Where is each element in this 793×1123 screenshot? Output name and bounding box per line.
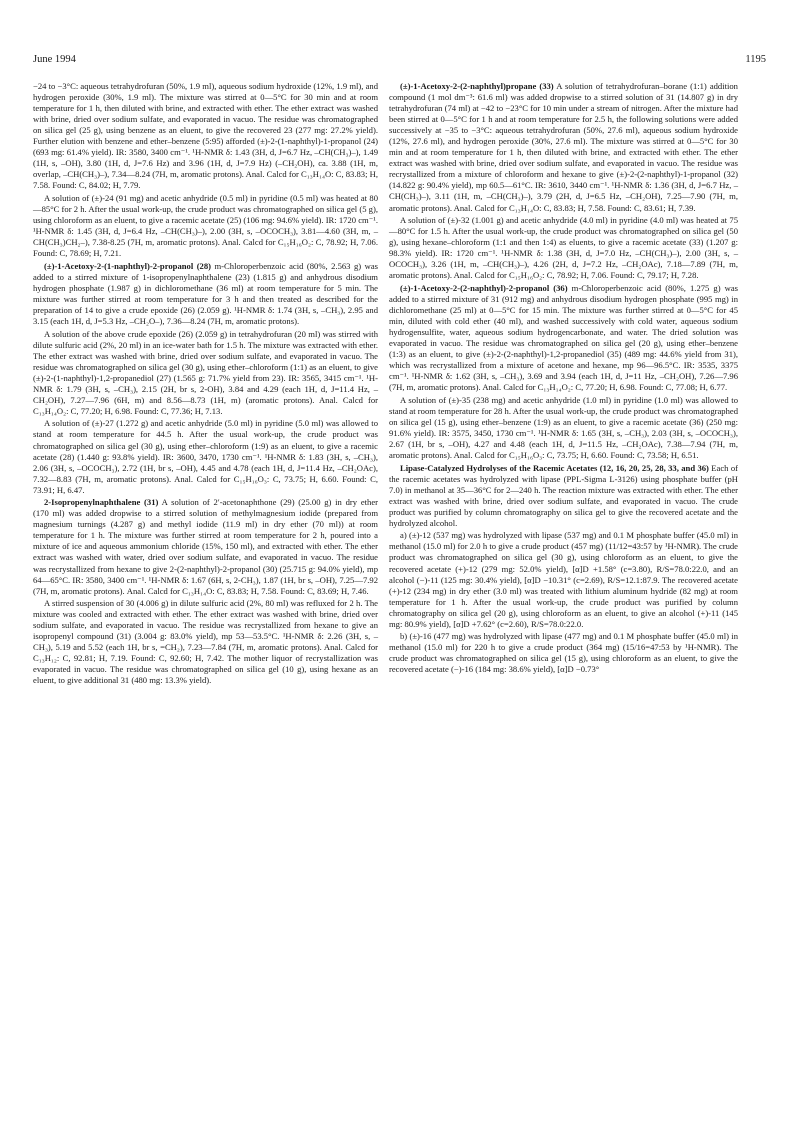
right-column [389,81,738,677]
paragraph-text: A solution of tetrahydrofuran–borane (1:1) addition compound (1 mol dm⁻³: 61.6 ml) was added dropwise to a stirred solution of 31 (14.807 g) in dry tetrahydrofuran (74 ml) at −42 to −23°C for 10 min under a stream of nitrogen. After the mixture had been stirred at 0—5°C for 1 h and at room temperature for 2.5 h, the following solutions were added successively at −35 to −3°C: aqueous tetrahydrofuran (50%, 27.6 ml), aqueous sodium hydroxide (12%, 27.6 ml), and hydrogen peroxide (30%, 27.6 ml). The mixture was stirred at 0—5°C for 30 min and at room temperature for 1 h, then diluted with brine, and extracted with ether. The ether extract was washed with brine, dried over sodium sulfate, and evaporated in vacuo. The residue was recrystallized from a mixture of chloroform and hexane to give (±)-2-(2-naphthyl)-1-propanol (32) (14.822 g: 90.4% yield), mp 60.5—61°C. IR: 3610, 3440 cm⁻¹. ¹H-NMR δ: 1.36 (3H, d, J=6.7 Hz, –CH(CH₃)–), 3.11 (1H, m, –CH(CH₃)–), 3.79 (2H, d, J=6.5 Hz, –CH₂OH), 7.25—7.90 (7H, m, aromatic protons). Anal. Calcd for C₁₃H₁₄O: C, 83.83; H, 7.58. Found: C, 83.61; H, 7.39. [389,81,738,213]
paragraph [389,395,738,461]
paragraph [389,283,738,393]
page-number: 1195 [745,54,766,65]
paragraph [33,598,378,686]
paragraph-text: −24 to −3°C: aqueous tetrahydrofuran (50%, 1.9 ml), aqueous sodium hydroxide (12%, 1.9 ml), and hydrogen peroxide (30%, 1.9 ml). The mixture was stirred at 0—5°C for 30 min and at room temperature for 1 h, then diluted with brine, and extracted with ether. The ether extract was washed with brine, dried over sodium sulfate, and evaporated in vacuo. The residue was chromatographed on silica gel (25 g), using benzene as an eluent, to give the recovered 23 (277 mg: 27.2% yield). Further elution with benzene and ether–benzene (5:95) afforded (±)-2-(1-naphthyl)-1-propanol (24) (693 mg: 61.4% yield). IR: 3580, 3400 cm⁻¹. ¹H-NMR δ: 1.43 (3H, d, J=6.7 Hz, –CH(CH₃)–), 1.49 (1H, s, –OH), 3.80 (1H, d, J=7.6 Hz) and 3.96 (1H, d, J=7.9 Hz) (–CH₂OH), ca. 3.88 (1H, m, overlap, –CH(CH₃)–), 7.34—8.24 (7H, m, aromatic protons). Anal. Calcd for C₁₃H₁₄O: C, 83.83; H, 7.58. Found: C, 84.02; H, 7.79. [33,81,378,191]
paragraph-text: A solution of (±)-27 (1.272 g) and acetic anhydride (5.0 ml) in pyridine (5.0 ml) was allowed to stand at room temperature for 44.5 h. After the usual work-up, the crude product was chromatographed on silica gel (30 g), using ether–chloroform (1:9) as an eluent, to give a racemic acetate (28) (1.440 g: 93.8% yield). IR: 3600, 3470, 1730 cm⁻¹. ¹H-NMR δ: 1.83 (3H, s, –CH₃), 2.06 (3H, s, –OCOCH₃), 2.72 (1H, br s, –OH), 4.45 and 4.78 (each 1H, d, J=11.4 Hz, –CH₂OAc), 7.32—8.83 (7H, m, aromatic protons). Anal. Calcd for C₁₅H₁₆O₃: C, 73.75; H, 6.60. Found: C, 73.91; H, 6.47. [33,418,378,495]
paragraph-text: m-Chloroperbenzoic acid (80%, 1.275 g) was added to a stirred mixture of 31 (912 mg) and anhydrous disodium hydrogen phosphate (995 mg) in dichloromethane (25 ml) at 0—5°C for 15 min. The mixture was further stirred at 0—5°C for 45 min, diluted with cold ether (40 ml), and washed successively with cold water, aqueous sodium hydrogensulfite, water, aqueous sodium hydrogencarbonate, and water. The dried solution was evaporated in vacuo. The residue was chromatographed on silica gel (20 g), using ether–benzene (1:3) as an eluent, to give (±)-2-(2-naphthyl)-1,2-propanediol (35) (489 mg: 44.6% yield from 31), which was recrystallized from a mixture of acetone and hexane, mp 96—96.5°C. IR: 3535, 3375 cm⁻¹. ¹H-NMR δ: 1.62 (3H, s, –CH₃), 3.69 and 3.94 (each 1H, d, J=11 Hz, –CH₂OH), 7.26—7.96 (7H, m, aromatic protons). Anal. Calcd for C₁₃H₁₄O₂: C, 77.20; H, 6.98. Found: C, 77.08; H, 6.77. [389,282,738,393]
paragraph-text: A solution of 2′-acetonaphthone (29) (25.00 g) in dry ether (170 ml) was added dropwise to a stirred solution of methylmagnesium iodide (prepared from magnesium turnings (4.287 g) and methyl iodide (11.9 ml) in dry ether (70 ml)) at room temperature for 1 h. The mixture was further stirred at room temperature for 2 h, poured into a mixture of ice and aqueous ammonium chloride (15%, 150 ml), and extracted with ether. The ether extract was washed with water, dried over sodium sulfate, and evaporated in vacuo. The residue was recrystallized from hexane to give 2-(2-naphthyl)-2-propanol (30) (25.715 g: 94.0% yield), mp 64—65°C. IR: 3580, 3400 cm⁻¹. ¹H-NMR δ: 1.67 (6H, s, 2-CH₃), 1.87 (1H, br s, –OH), 7.25—7.92 (7H, m, aromatic protons). Anal. Calcd for C₁₃H₁₄O: C, 83.83; H, 7.58. Found: C, 83.69; H, 7.46. [33,497,378,596]
paragraph-text: m-Chloroperbenzoic acid (80%, 2.563 g) was added to a stirred mixture of 1-isopropenylnaphthalene (23) (1.815 g) and anhydrous disodium hydrogen phosphate (1.987 g) in dichloromethane (36 ml) at room temperature for 5 min. The mixture was further stirred at room temperature for 3 h and then treated as described for the preparation of 14 to give a crude epoxide (26) (2.059 g). ¹H-NMR δ: 1.74 (3H, s, –CH₃), 2.95 and 3.15 (each 1H, d, J=5.3 Hz, –CH₂O–), 7.36—8.24 (7H, m, aromatic protons). [33,260,378,326]
paragraph-text: Each of the racemic acetates was hydrolyzed with lipase (PPL-Sigma L-3126) using phosphate buffer (pH 7.0) in methanol at 35—36°C for 2—240 h. The reaction mixture was extracted with ether. The ether extract was washed with brine, dried over sodium sulfate, and evaporated in vacuo. The crude product was purified by column chromatography on silica gel to give the recovered acetate and the hydrolyzed alcohol. [389,462,738,528]
section-heading: (±)-1-Acetoxy-2-(2-naphthyl)propane (33) [400,81,554,91]
section-heading: 2-Isopropenylnaphthalene (31) [44,497,159,508]
section-heading: (±)-1-Acetoxy-2-(2-naphthyl)-2-propanol (36) [400,282,568,293]
paragraph [389,631,738,675]
paragraph [33,261,378,327]
paragraph [33,329,378,417]
journal-date: June 1994 [33,54,76,65]
paragraph-text: a) (±)-12 (537 mg) was hydrolyzed with lipase (537 mg) and 0.1 M phosphate buffer (45.0 ml) in methanol (15.0 ml) for 2.0 h to give a crude product (457 mg) (11/12=43:57 by ¹H-NMR). The crude product was chromatographed on silica gel (30 g), using chloroform as an eluent, to give the recovered acetate (+)-12 (279 mg: 52.0% yield), [α]D +1.58° (c=3.80), R/S=78.0:22.0, and an alcohol (−)-11 (125 mg: 30.4% yield), [α]D −10.31° (c=2.69), R/S=12.1:87.9. The recovered acetate (+)-12 (234 mg) in dry ether (3.0 ml) was treated with lithium aluminum hydride (82 mg) at room temperature for 1 h. After the usual work-up, the crude product was purified by column chromatography on silica gel (20 g), using chloroform as an eluent, to give an alcohol (+)-11 (145 mg: 80.9% yield), [α]D +7.62° (c=2.60), R/S=78.0:22.0. [389,530,738,629]
paragraph-text: A solution of (±)-32 (1.001 g) and acetic anhydride (4.0 ml) in pyridine (4.0 ml) was heated at 75—80°C for 1.5 h. After the usual work-up, the crude product was chromatographed on silica gel (50 g), using hexane–chloroform (1:1 and then 1:4) as eluents, to give a racemic acetate (33) (1.207 g: 98.3% yield). IR: 1720 cm⁻¹. ¹H-NMR δ: 1.38 (3H, d, J=7.0 Hz, –CH(CH₃)–), 2.00 (3H, s, –OCOCH₃), 3.26 (1H, m, –CH(CH₃)–), 4.26 (2H, d, J=7.2 Hz, –CH₂OAc), 7.18—7.89 (7H, m, aromatic protons). Anal. Calcd for C₁₅H₁₆O₂: C, 78.92; H, 7.06. Found: C, 79.17; H, 7.28. [389,215,738,281]
paragraph [389,215,738,281]
section-heading: Lipase-Catalyzed Hydrolyses of the Racemic Acetates (12, 16, 20, 25, 28, 33, and 36) [400,462,709,473]
paragraph [33,81,378,191]
left-column [33,81,378,688]
paragraph-text: A solution of the above crude epoxide (26) (2.059 g) in tetrahydrofuran (20 ml) was stirred with dilute sulfuric acid (2%, 20 ml) in an ice-water bath for 1.5 h. The mixture was extracted with ether. The ether extract was washed with brine, dried over sodium sulfate, and evaporated in vacuo. The residue was chromatographed on silica gel (30 g), using ether–chloroform (1:1) as an eluent, to give (±)-2-(1-naphthyl)-1,2-propanediol (27) (1.565 g: 71.7% yield from 23). IR: 3565, 3415 cm⁻¹. ¹H-NMR δ: 1.79 (3H, s, –CH₃), 2.15 (2H, br s, 2-OH), 3.84 and 4.29 (each 1H, d, J=11.4 Hz, –CH₂OH), 7.27—7.96 (6H, m) and 8.56—8.73 (1H, m) (aromatic protons). Anal. Calcd for C₁₃H₁₄O₂: C, 77.20; H, 6.98. Found: C, 77.36; H, 7.13. [33,328,378,416]
paragraph [33,418,378,495]
paragraph [33,497,378,596]
paragraph-text: A solution of (±)-35 (238 mg) and acetic anhydride (1.0 ml) in pyridine (1.0 ml) was allowed to stand at room temperature for 28 h. After the usual work-up, the crude product was chromatographed on silica gel (15 g), using ether–benzene (1:9) as an eluent, to give a racemic acetate (36) (250 mg: 91.6% yield). IR: 3575, 3450, 1730 cm⁻¹. ¹H-NMR δ: 1.65 (3H, s, –CH₃), 2.03 (3H, s, –OCOCH₃), 2.67 (1H, br s, –OH), 4.27 and 4.48 (each 1H, d, J=11.5 Hz, –CH₂OAc), 7.38—7.94 (7H, m, aromatic protons). Anal. Calcd for C₁₅H₁₆O₃: C, 73.75; H, 6.60. Found: C, 73.58; H, 6.51. [389,394,738,461]
paragraph [389,530,738,629]
paragraph-text: A stirred suspension of 30 (4.006 g) in dilute sulfuric acid (2%, 80 ml) was refluxed for 2 h. The mixture was cooled and extracted with ether. The ether extract was washed with brine, dried over sodium sulfate, and evaporated in vacuo. The residue was recrystallized from hexane to give an isopropenyl compound (31) (3.004 g: 83.0% yield), mp 53—53.5°C. ¹H-NMR δ: 2.26 (3H, s, –CH₃), 5.19 and 5.52 (each 1H, br s, =CH₂), 7.23—7.84 (7H, m, aromatic protons). Anal. Calcd for C₁₃H₁₂: C, 92.81; H, 7.19. Found: C, 92.60; H, 7.42. The mother liquor of recrystallization was evaporated in vacuo. The residue was chromatographed on silica gel (10 g), using hexane as an eluent, to give additional 31 (480 mg: 13.3% yield). [33,598,378,686]
paragraph-text: A solution of (±)-24 (91 mg) and acetic anhydride (0.5 ml) in pyridine (0.5 ml) was heated at 80—85°C for 2 h. After the usual work-up, the crude product was chromatographed on silica gel (5 g), using chloroform as an eluent, to give a racemic acetate (25) (106 mg: 94.6% yield). IR: 1720 cm⁻¹. ¹H-NMR δ: 1.45 (3H, d, J=6.4 Hz, –CH(CH₃)–), 2.00 (3H, s, –OCOCH₃), 3.81—4.60 (3H, m, –CH(CH₃)CH₂–), 7.38-8.25 (7H, m, aromatic protons). Anal. Calcd for C₁₅H₁₆O₂: C, 78.92; H, 7.06. Found: C, 78.69; H, 7.21. [33,192,378,259]
paragraph [33,193,378,259]
paragraph [389,463,738,529]
paragraph-text: b) (±)-16 (477 mg) was hydrolyzed with lipase (477 mg) and 0.1 M phosphate buffer (45.0 ml) in methanol (15.0 ml) for 220 h to give a crude product (364 mg) (15/16=47:53 by ¹H-NMR). The crude product was chromatographed on silica gel (15 g), using chloroform as an eluent, to give the recovered acetate (−)-16 (184 mg: 38.6% yield), [α]D −0.73° [389,631,738,675]
page-header [0,54,793,70]
section-heading: (±)-1-Acetoxy-2-(1-naphthyl)-2-propanol (28) [44,260,212,271]
paragraph [389,81,738,214]
